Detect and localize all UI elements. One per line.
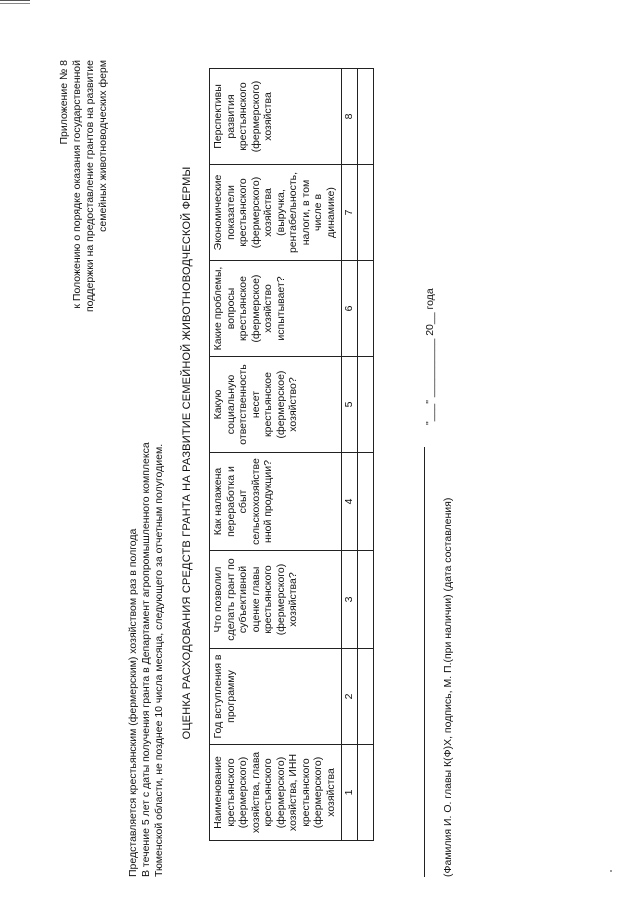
table-cell [357,745,373,841]
intro-line: В течение 5 лет с даты получения гранта в Департамент агропромышленного комплекса [140,442,152,877]
header-social-responsibility: Какую социальную ответственность несет крестьянское (фермерское) хозяйство? [210,357,342,453]
table-cell [357,69,373,165]
column-number: 1 [342,745,358,841]
table-empty-row [357,69,373,841]
header-year-joined: Год вступления в программу [210,649,342,745]
header-grant-result: Что позволил сделать грант по субъективной оценке главы крестьянского (фермерского) хозяйства? [210,551,342,649]
table-cell [357,649,373,745]
column-number: 6 [342,261,358,357]
appendix-line: к Положению о порядке оказания государственной [71,60,83,309]
column-number: 8 [342,69,358,165]
document-title: ОЦЕНКА РАСХОДОВАНИЯ СРЕДСТВ ГРАНТА НА РАЗВИТИЕ СЕМЕЙНОЙ ЖИВОТНОВОДЧЕСКОЙ ФЕРМЫ [181,166,193,740]
column-number: 3 [342,551,358,649]
appendix-line: семейных животноводческих ферм [97,60,109,232]
appendix-number: Приложение № 8 [58,60,70,145]
column-number: 2 [342,649,358,745]
header-problems: Какие проблемы, вопросы крестьянское (фермерское) хозяйство испытывает? [210,261,342,357]
intro-line: Тюменской области, не позднее 10 числа месяца, следующего за отчетным полугодием. [153,443,165,877]
header-farm-name: Наименование крестьянского (фермерского) хозяйства, глава крестьянского (фермерского) хозяйства, ИНН крестьянского (фермерского) хозяйства [210,745,342,841]
table-cell [357,165,373,261]
signature-line [424,447,425,877]
table-number-row [342,69,358,841]
table-cell [357,453,373,551]
table-cell [357,551,373,649]
intro-text [127,442,166,877]
table-header-row [210,69,342,841]
signature-caption: (Фамилия И. О. главы К(Ф)Х, подпись, М. П.(при наличии) (дата составления) [442,497,454,877]
column-number: 5 [342,357,358,453]
header-processing-sales: Как налажена переработка и сбыт сельскохозяйстве нной продукции? [210,453,342,551]
table-cell [357,357,373,453]
header-prospects: Перспективы развития крестьянского (фермерского) хозяйства [210,69,342,165]
column-number: 4 [342,453,358,551]
date-line: "___" __________ 20__ года [424,288,436,425]
column-number: 7 [342,165,358,261]
intro-line: Представляется крестьянским (фермерским) хозяйством раз в полгода [127,528,139,877]
table-cell [357,261,373,357]
grant-evaluation-table [209,68,374,841]
appendix-line: поддержки на предоставление грантов на развитие [84,60,96,313]
appendix-header [58,60,110,375]
header-economic-indicators: Экономические показатели крестьянского (фермерского) хозяйства (выручка, рентабельность, налоги, в том числе в динамике) [210,165,342,261]
